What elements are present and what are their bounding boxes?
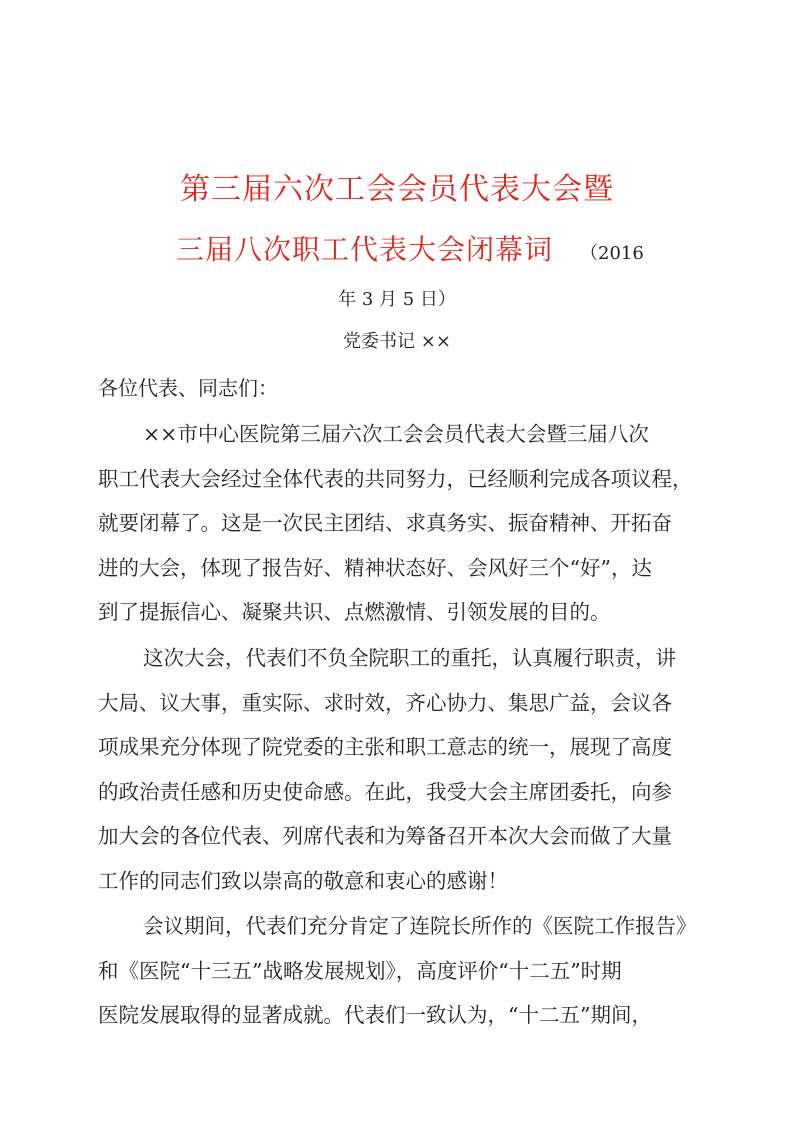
document-date-part-1: （2016 [580,243,644,264]
document-title-line-2: 三届八次职工代表大会闭幕词 [176,233,554,266]
body-line: 这次大会，代表们不负全院职工的重托，认真履行职责，讲 [143,646,676,670]
body-line: 进的大会，体现了报告好、精神状态好、会风好三个“好”，达 [98,556,652,580]
body-line: 和《医院“十三五”战略发展规划》，高度评价“十二五”时期 [98,959,622,983]
body-line: 的政治责任感和历史使命感。在此，我受大会主席团委托，向参 [98,780,672,804]
body-line: 职工代表大会经过全体代表的共同努力，已经顺利完成各项议程， [98,467,693,491]
body-line: 到了提振信心、凝聚共识、点燃激情、引领发展的目的。 [98,600,611,624]
body-line: 医院发展取得的显著成就。代表们一致认为，“十二五”期间， [98,1003,652,1027]
body-line: 会议期间，代表们充分肯定了连院长所作的《医院工作报告》 [143,914,697,938]
salutation: 各位代表、同志们： [98,376,278,400]
body-line: ××市中心医院第三届六次工会会员代表大会暨三届八次 [143,422,649,446]
body-line: 工作的同志们致以崇高的敬意和衷心的感谢！ [98,869,508,893]
document-author: 党委书记 ×× [343,331,451,352]
document-date-part-2: 年 3 月 5 日） [338,289,456,310]
body-line: 项成果充分体现了院党委的主张和职工意志的统一，展现了高度 [98,735,672,759]
body-line: 加大会的各位代表、列席代表和为筹备召开本次大会而做了大量 [98,824,672,848]
body-line: 就要闭幕了。这是一次民主团结、求真务实、振奋精神、开拓奋 [98,511,672,535]
body-line: 大局、议大事，重实际、求时效，齐心协力、集思广益，会议各 [98,691,672,715]
document-title-line-1: 第三届六次工会会员代表大会暨 [180,172,614,207]
